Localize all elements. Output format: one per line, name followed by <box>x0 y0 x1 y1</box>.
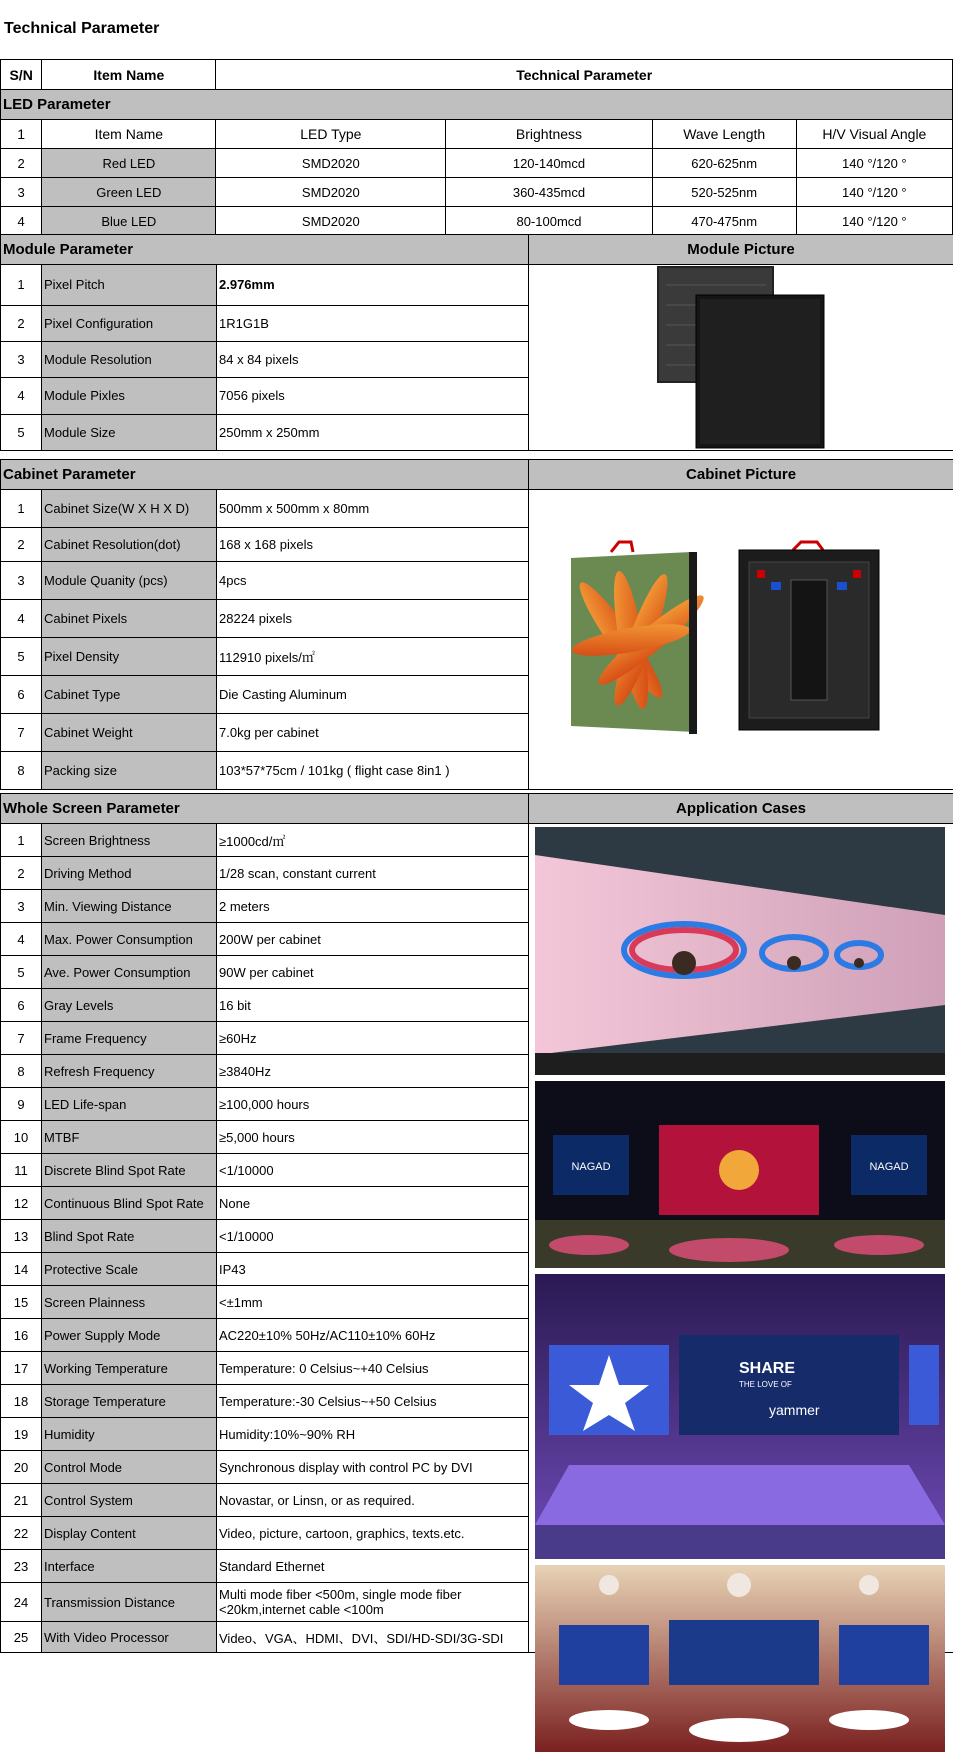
row-name: Screen Plainness <box>42 1286 217 1319</box>
header-sn: S/N <box>1 60 42 90</box>
row-sn: 7 <box>1 714 42 752</box>
row-value: 7056 pixels <box>217 378 529 414</box>
row-name: Humidity <box>42 1418 217 1451</box>
screen-section-row <box>1 794 953 824</box>
row-sn: 2 <box>1 857 42 890</box>
row-sn: 8 <box>1 1055 42 1088</box>
module-section-title: Module Parameter <box>1 235 529 265</box>
row-value: 4pcs <box>217 562 529 600</box>
row-value: 16 bit <box>217 989 529 1022</box>
row-sn: 24 <box>1 1583 42 1622</box>
case2-logo-right: NAGAD <box>869 1161 908 1173</box>
row-sn: 4 <box>1 378 42 414</box>
row-sn: 1 <box>1 490 42 528</box>
header-item-name: Item Name <box>42 60 216 90</box>
led-cell: 140 °/120 ° <box>796 178 952 207</box>
row-value: ≥3840Hz <box>217 1055 529 1088</box>
row-value: Temperature: 0 Celsius~+40 Celsius <box>217 1352 529 1385</box>
row-name: Continuous Blind Spot Rate <box>42 1187 217 1220</box>
row-name: Blind Spot Rate <box>42 1220 217 1253</box>
row-value: 90W per cabinet <box>217 956 529 989</box>
row-sn: 19 <box>1 1418 42 1451</box>
row-value: Humidity:10%~90% RH <box>217 1418 529 1451</box>
led-section-title: LED Parameter <box>1 90 953 120</box>
led-col-led-type: LED Type <box>216 120 446 149</box>
row-value: 84 x 84 pixels <box>217 341 529 377</box>
row-sn: 2 <box>1 305 42 341</box>
application-cases-label: Application Cases <box>529 794 953 824</box>
header-row <box>1 60 953 90</box>
row-name: Max. Power Consumption <box>42 923 217 956</box>
led-cell: SMD2020 <box>216 149 446 178</box>
led-column-header-row <box>1 120 953 149</box>
row-value: 2 meters <box>217 890 529 923</box>
row-value: 2.976mm <box>217 265 529 306</box>
row-sn: 13 <box>1 1220 42 1253</box>
row-name: MTBF <box>42 1121 217 1154</box>
led-cell: 4 <box>1 207 42 236</box>
row-name: Module Pixles <box>42 378 217 414</box>
row-value: IP43 <box>217 1253 529 1286</box>
case-image-1 <box>535 827 945 1075</box>
row-name: Cabinet Pixels <box>42 600 217 638</box>
row-value: 1R1G1B <box>217 305 529 341</box>
row-value: AC220±10% 50Hz/AC110±10% 60Hz <box>217 1319 529 1352</box>
row-sn: 3 <box>1 341 42 377</box>
row-name: LED Life-span <box>42 1088 217 1121</box>
row-sn: 21 <box>1 1484 42 1517</box>
row-name: Driving Method <box>42 857 217 890</box>
row-value: 112910 pixels/㎡ <box>217 638 529 676</box>
row-sn: 5 <box>1 414 42 450</box>
led-col-brightness: Brightness <box>446 120 652 149</box>
row-value: Novastar, or Linsn, or as required. <box>217 1484 529 1517</box>
led-cell: 3 <box>1 178 42 207</box>
cabinet-section-row <box>1 460 953 490</box>
module-table <box>0 234 953 451</box>
row-name: Cabinet Weight <box>42 714 217 752</box>
led-cell: Green LED <box>42 178 216 207</box>
row-sn: 11 <box>1 1154 42 1187</box>
row-value: Synchronous display with control PC by DVI <box>217 1451 529 1484</box>
row-sn: 18 <box>1 1385 42 1418</box>
row-name: Module Quanity (pcs) <box>42 562 217 600</box>
row-name: Cabinet Resolution(dot) <box>42 528 217 562</box>
led-row-green <box>1 178 953 207</box>
row-value: Standard Ethernet <box>217 1550 529 1583</box>
row-name: Transmission Distance <box>42 1583 217 1622</box>
row-value: 500mm x 500mm x 80mm <box>217 490 529 528</box>
row-value: 28224 pixels <box>217 600 529 638</box>
row-value: Video、VGA、HDMI、DVI、SDI/HD-SDI/3G-SDI <box>217 1622 529 1653</box>
row-name: Gray Levels <box>42 989 217 1022</box>
row-name: Refresh Frequency <box>42 1055 217 1088</box>
case2-logo-left: NAGAD <box>571 1161 610 1173</box>
row-sn: 16 <box>1 1319 42 1352</box>
module-picture <box>529 265 953 451</box>
row-sn: 25 <box>1 1622 42 1653</box>
row-name: Pixel Density <box>42 638 217 676</box>
row-name: Module Size <box>42 414 217 450</box>
led-cell: SMD2020 <box>216 178 446 207</box>
cabinet-image <box>561 540 921 740</box>
row-sn: 12 <box>1 1187 42 1220</box>
led-table <box>0 59 953 236</box>
row-sn: 6 <box>1 676 42 714</box>
row-name: Frame Frequency <box>42 1022 217 1055</box>
row-value: ≥1000cd/㎡ <box>217 824 529 857</box>
cabinet-picture <box>529 490 953 790</box>
row-name: Pixel Pitch <box>42 265 217 306</box>
row-sn: 3 <box>1 890 42 923</box>
led-cell: 120-140mcd <box>446 149 652 178</box>
module-row <box>1 265 953 306</box>
led-row-blue <box>1 207 953 236</box>
row-name: Storage Temperature <box>42 1385 217 1418</box>
row-name: Pixel Configuration <box>42 305 217 341</box>
module-picture-label: Module Picture <box>529 235 953 265</box>
row-sn: 2 <box>1 528 42 562</box>
row-sn: 17 <box>1 1352 42 1385</box>
led-col-visual-angle: H/V Visual Angle <box>796 120 952 149</box>
led-cell: Blue LED <box>42 207 216 236</box>
led-cell: 360-435mcd <box>446 178 652 207</box>
led-cell: 2 <box>1 149 42 178</box>
row-sn: 8 <box>1 752 42 790</box>
case-image-3 <box>535 1274 945 1559</box>
row-sn: 22 <box>1 1517 42 1550</box>
module-image <box>656 265 826 450</box>
row-sn: 23 <box>1 1550 42 1583</box>
module-section-row <box>1 235 953 265</box>
row-name: Protective Scale <box>42 1253 217 1286</box>
case3-text-1: SHARE <box>739 1360 795 1377</box>
led-col-sn: 1 <box>1 120 42 149</box>
row-value: 1/28 scan, constant current <box>217 857 529 890</box>
row-sn: 3 <box>1 562 42 600</box>
row-value: Video, picture, cartoon, graphics, texts.etc. <box>217 1517 529 1550</box>
row-name: Packing size <box>42 752 217 790</box>
row-value: 200W per cabinet <box>217 923 529 956</box>
header-technical-parameter: Technical Parameter <box>216 60 953 90</box>
row-name: Display Content <box>42 1517 217 1550</box>
row-value: None <box>217 1187 529 1220</box>
row-sn: 15 <box>1 1286 42 1319</box>
row-sn: 7 <box>1 1022 42 1055</box>
led-row-red <box>1 149 953 178</box>
case-image-2 <box>535 1081 945 1268</box>
row-sn: 14 <box>1 1253 42 1286</box>
row-value: Die Casting Aluminum <box>217 676 529 714</box>
led-cell: 140 °/120 ° <box>796 149 952 178</box>
led-cell: 80-100mcd <box>446 207 652 236</box>
cabinet-section-title: Cabinet Parameter <box>1 460 529 490</box>
cabinet-row <box>1 490 953 528</box>
led-col-wave-length: Wave Length <box>652 120 796 149</box>
row-name: Cabinet Type <box>42 676 217 714</box>
row-value: Temperature:-30 Celsius~+50 Celsius <box>217 1385 529 1418</box>
row-name: Control System <box>42 1484 217 1517</box>
led-cell: Red LED <box>42 149 216 178</box>
row-sn: 5 <box>1 956 42 989</box>
screen-section-title: Whole Screen Parameter <box>1 794 529 824</box>
row-value: 7.0kg per cabinet <box>217 714 529 752</box>
row-sn: 1 <box>1 265 42 306</box>
page-title: Technical Parameter <box>4 20 159 38</box>
row-value: <1/10000 <box>217 1220 529 1253</box>
cabinet-table <box>0 459 953 790</box>
cabinet-picture-label: Cabinet Picture <box>529 460 953 490</box>
row-name: With Video Processor <box>42 1622 217 1653</box>
row-sn: 6 <box>1 989 42 1022</box>
application-cases <box>529 825 953 1754</box>
case3-text-3: yammer <box>769 1402 820 1418</box>
row-sn: 10 <box>1 1121 42 1154</box>
row-name: Interface <box>42 1550 217 1583</box>
led-section-row <box>1 90 953 120</box>
row-sn: 1 <box>1 824 42 857</box>
row-name: Power Supply Mode <box>42 1319 217 1352</box>
row-value: ≥100,000 hours <box>217 1088 529 1121</box>
row-value: ≥5,000 hours <box>217 1121 529 1154</box>
row-value: 250mm x 250mm <box>217 414 529 450</box>
row-name: Screen Brightness <box>42 824 217 857</box>
led-cell: 520-525nm <box>652 178 796 207</box>
led-cell: SMD2020 <box>216 207 446 236</box>
row-value: ≥60Hz <box>217 1022 529 1055</box>
led-cell: 140 °/120 ° <box>796 207 952 236</box>
row-sn: 20 <box>1 1451 42 1484</box>
row-sn: 9 <box>1 1088 42 1121</box>
application-cases-images <box>529 825 953 1754</box>
led-col-item-name: Item Name <box>42 120 216 149</box>
row-value: 168 x 168 pixels <box>217 528 529 562</box>
led-cell: 620-625nm <box>652 149 796 178</box>
row-sn: 5 <box>1 638 42 676</box>
case3-text-2: THE LOVE OF <box>739 1380 792 1389</box>
row-name: Min. Viewing Distance <box>42 890 217 923</box>
row-name: Discrete Blind Spot Rate <box>42 1154 217 1187</box>
row-value: Multi mode fiber <500m, single mode fiber <20km,internet cable <100m <box>217 1583 529 1622</box>
row-sn: 4 <box>1 600 42 638</box>
row-name: Ave. Power Consumption <box>42 956 217 989</box>
row-value: <1/10000 <box>217 1154 529 1187</box>
row-value: <±1mm <box>217 1286 529 1319</box>
row-sn: 4 <box>1 923 42 956</box>
row-name: Module Resolution <box>42 341 217 377</box>
row-name: Cabinet Size(W X H X D) <box>42 490 217 528</box>
led-cell: 470-475nm <box>652 207 796 236</box>
row-value: 103*57*75cm / 101kg ( flight case 8in1 ) <box>217 752 529 790</box>
row-name: Control Mode <box>42 1451 217 1484</box>
row-name: Working Temperature <box>42 1352 217 1385</box>
case-image-4 <box>535 1565 945 1752</box>
